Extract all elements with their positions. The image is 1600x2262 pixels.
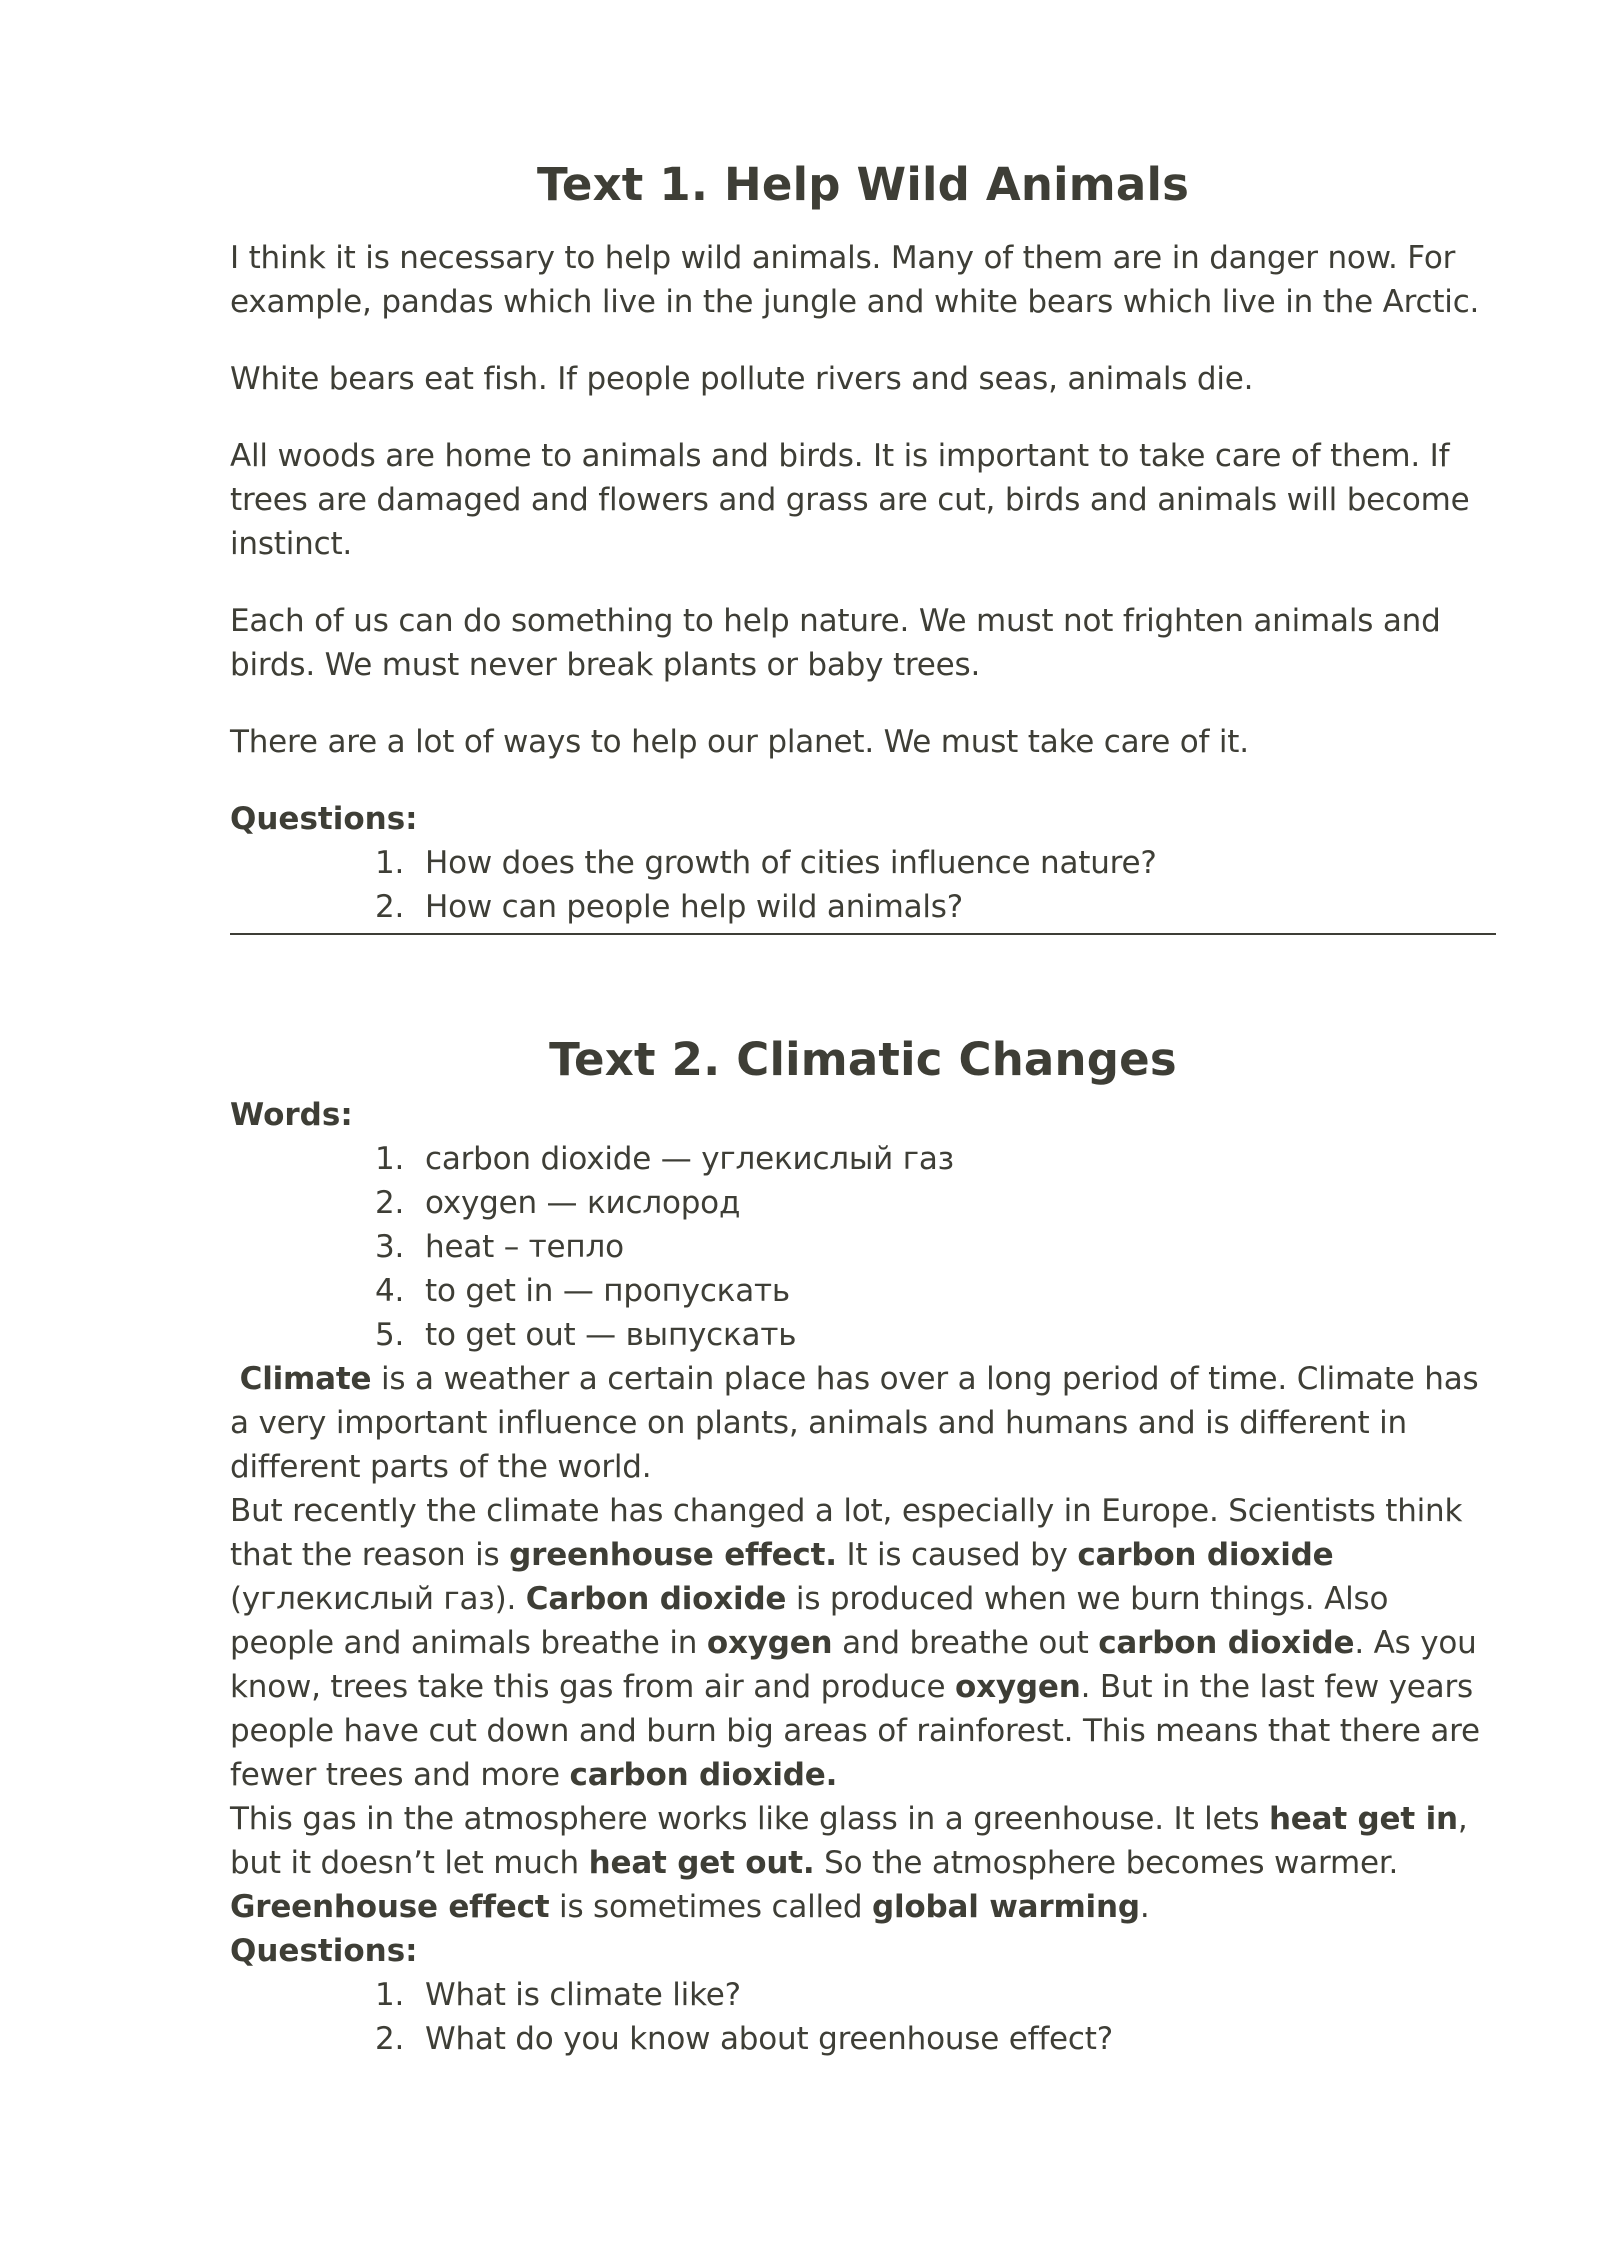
list-number: 2.	[375, 1185, 405, 1221]
paragraph-text: is produced when we burn things. Also people and animals breathe in	[230, 1581, 1389, 1661]
paragraph-text: and breathe out	[832, 1625, 1099, 1661]
list-item	[230, 841, 1496, 885]
list-number: 4.	[375, 1273, 405, 1309]
paragraph-text: This gas in the atmosphere works like glass in a greenhouse. It lets	[230, 1801, 1269, 1837]
list-number: 1.	[375, 1141, 405, 1177]
paragraph-text: (углекислый газ).	[230, 1581, 526, 1617]
paragraph-text: But recently the climate has changed a lot, especially in Europe. Scientists think that the reason is	[230, 1493, 1463, 1573]
term: oxygen	[706, 1625, 833, 1661]
text1-paragraph-5: There are a lot of ways to help our planet. We must take care of it.	[230, 724, 1249, 760]
text2-title: Text 2. Climatic Changes	[549, 1033, 1177, 1086]
list-number: 1.	[375, 845, 405, 881]
term: carbon dioxide	[1077, 1537, 1334, 1573]
list-number: 5.	[375, 1317, 405, 1353]
paragraph-text: So the atmosphere becomes warmer.	[814, 1845, 1399, 1881]
term: heat get in	[1268, 1801, 1458, 1837]
question-text: How can people help wild animals?	[425, 889, 964, 925]
question-text: What do you know about greenhouse effect?	[425, 2021, 1113, 2057]
text2-paragraph-2	[230, 1489, 1496, 1797]
term: Carbon dioxide	[525, 1581, 787, 1617]
paragraph-text: , but it doesn’t let much	[230, 1801, 1468, 1881]
list-item	[230, 1973, 1496, 2017]
text2-words-label: Words:	[230, 1097, 353, 1133]
text2-questions-list	[230, 1973, 1496, 2061]
term: heat get out.	[588, 1845, 815, 1881]
text1-paragraph-3: All woods are home to animals and birds. It is important to take care of them. If trees are damaged and flowers and grass are cut, birds and animals will become instinct.	[230, 438, 1470, 562]
text1-paragraph-2: White bears eat fish. If people pollute rivers and seas, animals die.	[230, 361, 1254, 397]
text1-questions-label: Questions:	[230, 801, 418, 837]
list-number: 2.	[375, 889, 405, 925]
list-item	[230, 1313, 1496, 1357]
term: greenhouse effect.	[509, 1537, 837, 1573]
paragraph-text: .	[1139, 1889, 1150, 1925]
text1-title: Text 1. Help Wild Animals	[536, 158, 1190, 211]
text2-paragraph-3	[230, 1797, 1496, 1929]
question-text: How does the growth of cities influence nature?	[425, 845, 1157, 881]
paragraph-text: . As you know, trees take this gas from air and produce	[230, 1625, 1477, 1705]
term: oxygen	[955, 1669, 1081, 1705]
term: global warming	[871, 1889, 1140, 1925]
term: Climate	[239, 1361, 372, 1397]
text1-questions-list	[230, 841, 1496, 929]
text1-paragraph-4: Each of us can do something to help nature. We must not frighten animals and birds. We must never break plants or baby trees.	[230, 603, 1441, 683]
list-item	[230, 1137, 1496, 1181]
word-text: to get in — пропускать	[425, 1273, 790, 1309]
paragraph-text: is sometimes called	[549, 1889, 872, 1925]
list-item	[230, 1269, 1496, 1313]
list-number: 3.	[375, 1229, 405, 1265]
paragraph-text: is a weather a certain place has over a long period of time. Climate has a very important influence on plants, animals and humans and is different in different parts of the world.	[230, 1361, 1479, 1485]
paragraph-text: . But in the last few years people have cut down and burn big areas of rainforest. This means that there are fewer trees and more	[230, 1669, 1480, 1793]
list-item	[230, 2017, 1496, 2061]
word-text: heat – тепло	[425, 1229, 624, 1265]
list-number: 2.	[375, 2021, 405, 2057]
term: carbon dioxide.	[569, 1757, 838, 1793]
term: carbon dioxide	[1098, 1625, 1355, 1661]
document-page	[230, 148, 1496, 2061]
paragraph-text: It is caused by	[836, 1537, 1078, 1573]
text1-paragraph-1: I think it is necessary to help wild animals. Many of them are in danger now. For example, pandas which live in the jungle and white bears which live in the Arctic.	[230, 240, 1480, 320]
text2-words-list	[230, 1137, 1496, 1357]
text2-questions-label: Questions:	[230, 1933, 418, 1969]
term: Greenhouse effect	[230, 1889, 550, 1925]
question-text: What is climate like?	[425, 1977, 741, 2013]
text2-paragraph-1	[230, 1357, 1496, 1489]
word-text: to get out — выпускать	[425, 1317, 797, 1353]
list-number: 1.	[375, 1977, 405, 2013]
word-text: carbon dioxide — углекислый газ	[425, 1141, 954, 1177]
word-text: oxygen — кислород	[425, 1185, 741, 1221]
list-item	[230, 1225, 1496, 1269]
list-item	[230, 1181, 1496, 1225]
list-item	[230, 885, 1496, 929]
